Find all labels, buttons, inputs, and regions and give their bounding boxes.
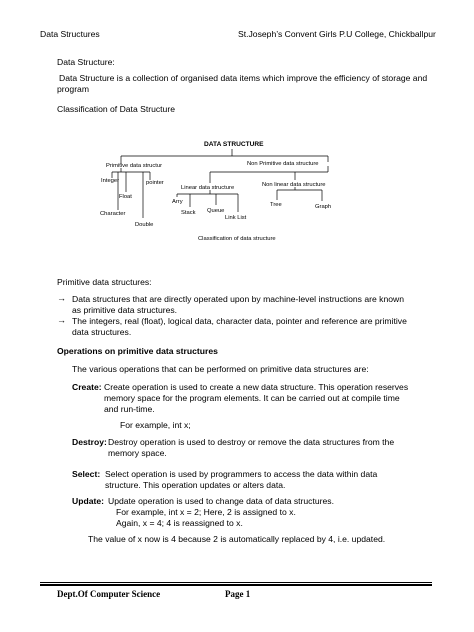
destroy-line2: memory space. [108, 448, 167, 458]
primitive-bullet1-line2: as primitive data structures. [72, 305, 178, 315]
node-tree: Tree [270, 202, 282, 208]
operations-intro: The various operations that can be performed on primitive data structures are: [72, 364, 369, 374]
classification-heading: Classification of Data Structure [57, 104, 175, 114]
update-line1: Update operation is used to change data of data structures. [108, 496, 334, 506]
operations-heading: Operations on primitive data structures [57, 346, 218, 356]
node-float: Float [119, 194, 132, 200]
footer-rule [40, 582, 432, 583]
select-line2: structure. This operation updates or alters data. [105, 480, 286, 490]
intro-para-line1: Data Structure is a collection of organised data items which improve the efficiency of storage and [59, 73, 428, 83]
footer-left: Dept.Of Computer Science [57, 589, 161, 599]
node-linklist: Link List [225, 215, 247, 221]
update-final-line: The value of x now is 4 because 2 is automatically replaced by 4, i.e. updated. [88, 534, 386, 544]
create-line2: memory space for the program elements. It can be carried out at compile time [104, 393, 400, 403]
node-pointer: pointer [146, 180, 164, 186]
primitive-heading: Primitive data structures: [57, 277, 152, 287]
header-right: St.Joseph’s Convent Girls P.U College, Chickballpur [238, 29, 436, 39]
node-queue: Queue [207, 208, 225, 214]
node-array: Arry [172, 199, 183, 205]
footer-page-number: Page 1 [225, 589, 251, 599]
intro-para-line2: program [57, 84, 89, 94]
node-integer: Integer [101, 178, 120, 184]
node-linear: Linear data structure [181, 185, 235, 191]
node-double: Double [135, 222, 154, 228]
header-left: Data Structures [40, 29, 100, 39]
arrow-icon: → [57, 293, 66, 303]
select-line1: Select operation is used by programmers to access the data within data [105, 469, 378, 479]
diagram-caption: Classification of data structure [198, 236, 276, 242]
destroy-line1: Destroy operation is used to destroy or remove the data structures from the [108, 437, 395, 447]
create-label: Create: [72, 382, 102, 392]
node-character: Character [100, 211, 126, 217]
arrow-icon: → [57, 315, 66, 325]
select-label: Select: [72, 469, 101, 479]
primitive-bullet1-line1: Data structures that are directly operated upon by machine-level instructions are known [72, 294, 404, 304]
update-label: Update: [72, 496, 104, 506]
create-example: For example, int x; [120, 420, 191, 430]
node-non-primitive: Non Primitive data structure [247, 161, 319, 167]
destroy-label: Destroy: [72, 437, 107, 447]
primitive-bullet2-line2: data structures. [72, 327, 132, 337]
footer-rule-thick [40, 584, 432, 586]
create-line1: Create operation is used to create a new data structure. This operation reserves [104, 382, 409, 392]
update-example1: For example, int x = 2; Here, 2 is assigned to x. [116, 507, 296, 517]
update-example2: Again, x = 4; 4 is reassigned to x. [116, 518, 243, 528]
node-graph: Graph [315, 204, 332, 210]
intro-heading: Data Structure: [57, 57, 115, 67]
node-stack: Stack [181, 210, 196, 216]
create-line3: and run-time. [104, 404, 155, 414]
node-primitive: Primitive data structur [106, 163, 163, 169]
node-non-linear: Non linear data structure [262, 182, 326, 188]
primitive-bullet2-line1: The integers, real (float), logical data, character data, pointer and reference are primitive [72, 316, 407, 326]
node-root: DATA STRUCTURE [204, 141, 264, 148]
